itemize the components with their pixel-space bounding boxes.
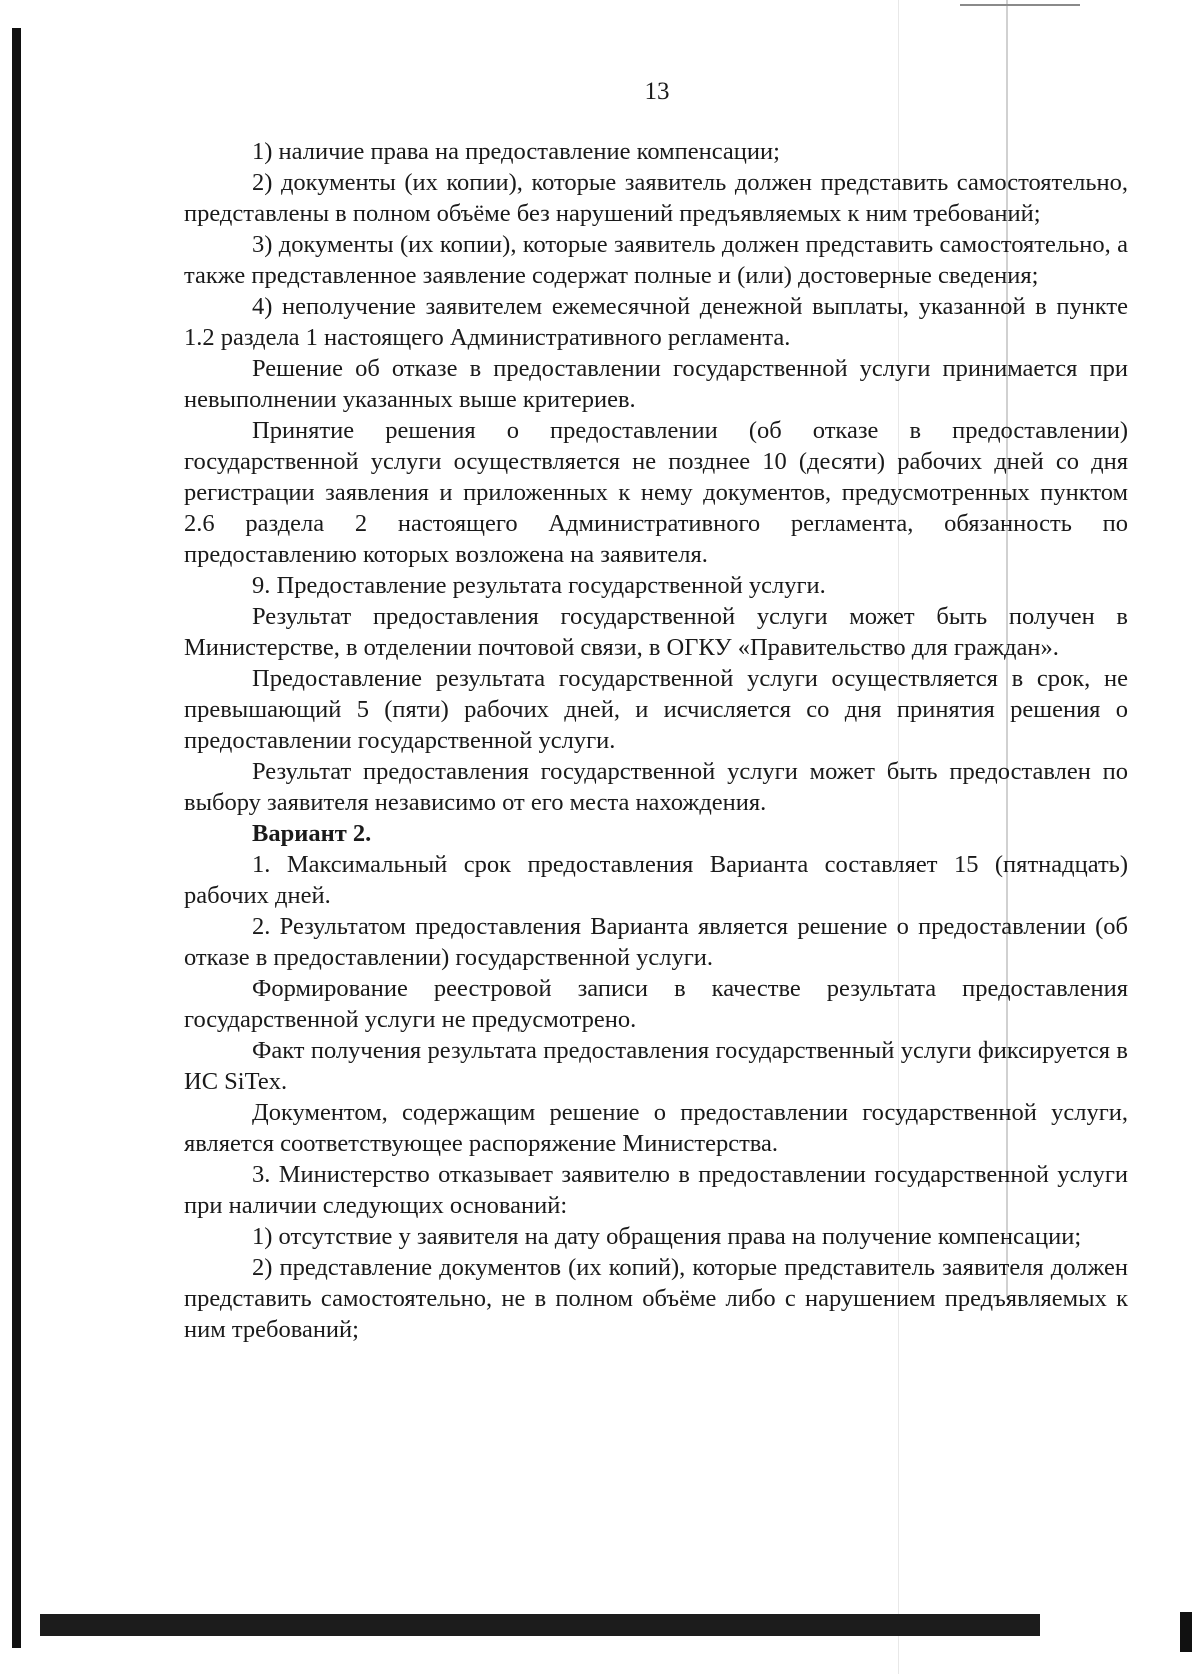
paragraph: 1. Максимальный срок предоставления Варианта составляет 15 (пятнадцать) рабочих дней. [184,851,1128,909]
paragraph: 3. Министерство отказывает заявителю в предоставлении государственной услуги при наличии следующих оснований: [184,1161,1128,1219]
paragraph: 2) документы (их копии), которые заявитель должен представить самостоятельно, представлены в полном объёме без нарушений предъявляемых к ним требований; [184,169,1128,227]
paragraph: Факт получения результата предоставления государственный услуги фиксируется в ИС SiTex. [184,1037,1128,1095]
scan-bottom-bar [40,1614,1040,1636]
paragraph: Принятие решения о предоставлении (об отказе в предоставлении) государственной услуги осуществляется не позднее 10 (десяти) рабочих дней со дня регистрации заявления и приложенных к нему документов, предусмотренных пунктом 2.6 раздела 2 настоящего Административного регламента, обязанность по предоставлению которых возложена на заявителя. [184,417,1128,568]
document-body [184,136,1128,1345]
paragraph: 3) документы (их копии), которые заявитель должен представить самостоятельно, а также представленное заявление содержат полные и (или) достоверные сведения; [184,231,1128,289]
scan-left-edge [12,28,21,1648]
paragraph: Формирование реестровой записи в качестве результата предоставления государственной услуги не предусмотрено. [184,975,1128,1033]
paragraph: 1) отсутствие у заявителя на дату обращения права на получение компенсации; [252,1223,1082,1250]
paragraph: 1) наличие права на предоставление компенсации; [252,138,780,165]
scan-top-rule [960,4,1080,6]
page-number: 13 [644,78,670,105]
paragraph: 2) представление документов (их копий), которые представитель заявителя должен представить самостоятельно, не в полном объёме либо с нарушением предъявляемых к ним требований; [184,1254,1128,1343]
paragraph: Решение об отказе в предоставлении государственной услуги принимается при невыполнении указанных выше критериев. [184,355,1128,413]
paragraph: 4) неполучение заявителем ежемесячной денежной выплаты, указанной в пункте 1.2 раздела 1 настоящего Административного регламента. [184,293,1128,351]
paragraph: Документом, содержащим решение о предоставлении государственной услуги, является соответствующее распоряжение Министерства. [184,1099,1128,1157]
scan-bottom-corner [1180,1612,1192,1652]
variant-heading: Вариант 2. [252,820,372,847]
paragraph: Результат предоставления государственной услуги может быть предоставлен по выбору заявителя независимо от его места нахождения. [184,758,1128,816]
section-heading: 9. Предоставление результата государственной услуги. [252,572,826,599]
paragraph: Результат предоставления государственной услуги может быть получен в Министерстве, в отделении почтовой связи, в ОГКУ «Правительство для граждан». [184,603,1128,661]
paragraph: Предоставление результата государственной услуги осуществляется в срок, не превышающий 5 (пяти) рабочих дней, и исчисляется со дня принятия решения о предоставлении государственной услуги. [184,665,1128,754]
paragraph: 2. Результатом предоставления Варианта является решение о предоставлении (об отказе в предоставлении) государственной услуги. [184,913,1128,971]
